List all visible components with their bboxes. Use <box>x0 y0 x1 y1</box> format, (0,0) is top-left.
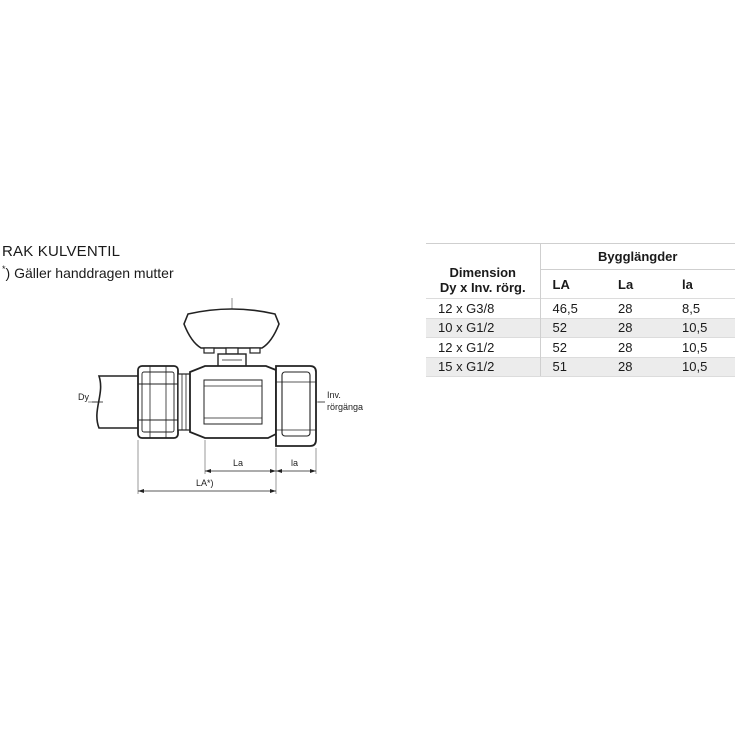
cell-dimension: 12 x G1/2 <box>426 338 540 358</box>
column-header-la: la <box>682 276 693 292</box>
cell-La: 28 <box>606 357 670 377</box>
valve-drawing <box>0 290 420 510</box>
cell-la: 8,5 <box>670 299 735 319</box>
dimension-table <box>426 243 735 377</box>
column-header-LA: LA <box>552 276 570 292</box>
valve-handle <box>184 309 279 348</box>
valve-body <box>190 366 276 438</box>
cell-La: 28 <box>606 299 670 319</box>
dy-label: Dy <box>78 392 89 402</box>
dimension-header-line1: Dimension <box>449 265 516 280</box>
heading <box>2 243 174 282</box>
footnote-marker: * <box>2 264 6 274</box>
table-row <box>426 338 735 358</box>
bygglangder-header: Bygglängder <box>540 244 735 270</box>
cell-la: 10,5 <box>670 338 735 358</box>
inv-label-line2: rörgänga <box>327 402 364 412</box>
compression-nut <box>138 366 178 438</box>
cell-La: 28 <box>606 338 670 358</box>
cell-LA: 51 <box>540 357 606 377</box>
cell-La: 28 <box>606 318 670 338</box>
handle-clip-right <box>250 348 260 353</box>
footnote-text: ) Gäller handdragen mutter <box>5 265 174 281</box>
column-header-La: La <box>618 276 634 292</box>
cell-LA: 52 <box>540 338 606 358</box>
handle-clip-center <box>226 348 238 354</box>
cell-la: 10,5 <box>670 357 735 377</box>
cell-LA: 52 <box>540 318 606 338</box>
product-title: RAK KULVENTIL <box>2 243 121 260</box>
footnote <box>2 261 174 282</box>
cell-dimension: 15 x G1/2 <box>426 357 540 377</box>
dimension-header-line2: Dy x Inv. rörg. <box>439 280 526 295</box>
cell-LA: 46,5 <box>540 299 606 319</box>
cell-la: 10,5 <box>670 318 735 338</box>
la-small-label: la <box>291 458 299 468</box>
table-row <box>426 299 735 319</box>
table-row <box>426 318 735 338</box>
la-total-label: LA*) <box>196 478 214 488</box>
handle-clip-left <box>204 348 214 353</box>
cell-dimension: 10 x G1/2 <box>426 318 540 338</box>
inv-label-line1: Inv. <box>327 390 341 400</box>
dimension-header <box>426 244 540 299</box>
table-row <box>426 357 735 377</box>
thread-rings <box>178 374 190 430</box>
cell-dimension: 12 x G3/8 <box>426 299 540 319</box>
la-mid-label: La <box>233 458 244 468</box>
